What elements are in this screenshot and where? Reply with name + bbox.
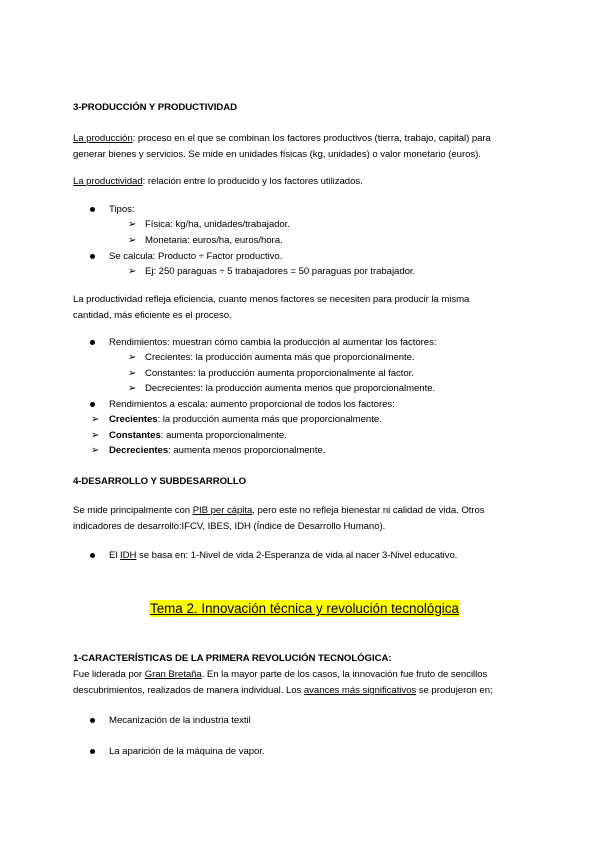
bullet-icon xyxy=(90,718,95,723)
term: Decrecientes xyxy=(109,445,169,456)
list-item-constantes: Constantes: la producción aumenta proporcionalmente al factor. xyxy=(145,368,414,379)
term: Constantes xyxy=(109,430,161,441)
text: : la producción aumenta más que proporcionalmente. xyxy=(157,414,382,425)
arrow-bullet-icon: ➢ xyxy=(128,266,137,277)
paragraph-line: generar bienes y servicios. Se mide en unidades físicas (kg, unidades) o valor monetario (euros). xyxy=(73,149,481,160)
bullet-icon xyxy=(90,553,95,558)
paragraph-pib xyxy=(73,505,485,517)
term-gran-bretana: Gran Bretaña xyxy=(144,669,202,680)
list-item-escala-constantes xyxy=(109,430,287,442)
arrow-bullet-icon: ➢ xyxy=(128,368,137,379)
term-avances: avances más significativos xyxy=(303,685,417,696)
text: Se mide principalmente con xyxy=(73,505,193,516)
text: : aumenta menos proporcionalmente. xyxy=(168,445,326,456)
chapter-title: Tema 2. Innovación técnica y revolución tecnológica xyxy=(150,601,459,616)
term-idh: IDH xyxy=(120,550,137,561)
term-pib: PIB per cápita xyxy=(192,505,253,516)
bullet-icon xyxy=(90,749,95,754)
paragraph-line: cantidad, más eficiente es el proceso. xyxy=(73,310,232,321)
arrow-bullet-icon: ➢ xyxy=(128,383,137,394)
text: : relación entre lo producido y los factores utilizados. xyxy=(142,176,363,187)
section-heading-desarrollo: 4-DESARROLLO Y SUBDESARROLLO xyxy=(73,476,247,487)
arrow-bullet-icon: ➢ xyxy=(128,352,137,363)
list-item-tipos: Tipos: xyxy=(109,204,135,215)
arrow-bullet-icon: ➢ xyxy=(91,430,100,441)
section-heading-revolucion: 1-CARACTERÍSTICAS DE LA PRIMERA REVOLUCIÓN TECNOLÓGICA: xyxy=(73,653,392,664)
list-item-vapor: La aparición de la máquina de vapor. xyxy=(109,746,265,757)
term-productividad: La productividad xyxy=(73,176,143,187)
text: se produjeron en; xyxy=(416,685,493,696)
bullet-icon xyxy=(90,254,95,259)
paragraph-gran-bretana xyxy=(73,669,487,681)
text: . En la mayor parte de los casos, la innovación fue fruto de sencillos xyxy=(201,669,488,680)
text: descubrimientos, realizados de manera individual. Los xyxy=(73,685,304,696)
list-item-crecientes: Crecientes: la producción aumenta más que proporcionalmente. xyxy=(145,352,415,363)
list-item-escala: Rendimientos a escala: aumento proporcional de todos los factores: xyxy=(109,399,395,410)
list-item-rendimientos: Rendimientos: muestran cómo cambia la producción al aumentar los factores: xyxy=(109,337,437,348)
arrow-bullet-icon: ➢ xyxy=(91,445,100,456)
paragraph-line: La productividad refleja eficiencia, cuanto menos factores se necesiten para producir la misma xyxy=(73,294,470,305)
section-heading-produccion: 3-PRODUCCIÓN Y PRODUCTIVIDAD xyxy=(73,102,238,113)
paragraph-avances xyxy=(73,685,493,697)
list-item-monetaria: Monetaria: euros/ha, euros/hora. xyxy=(145,235,283,246)
list-item-escala-decrecientes xyxy=(109,445,325,457)
arrow-bullet-icon: ➢ xyxy=(91,414,100,425)
list-item-decrecientes: Decrecientes: la producción aumenta menos que proporcionalmente. xyxy=(145,383,436,394)
text: se basa en: 1-Nivel de vida 2-Esperanza de vida al nacer 3-Nivel educativo. xyxy=(136,550,458,561)
bullet-icon xyxy=(90,340,95,345)
paragraph-produccion xyxy=(73,133,491,145)
bullet-icon xyxy=(90,402,95,407)
text: : aumenta proporcionalmente. xyxy=(160,430,287,441)
text: , pero este no refleja bienestar ni calidad de vida. Otros xyxy=(252,505,485,516)
arrow-bullet-icon: ➢ xyxy=(128,235,137,246)
paragraph-productividad xyxy=(73,176,363,188)
term: Crecientes xyxy=(109,414,158,425)
list-item-escala-crecientes xyxy=(109,414,382,426)
list-item-textil: Mecanización de la industria textil xyxy=(109,715,251,726)
text: El xyxy=(109,550,121,561)
arrow-bullet-icon: ➢ xyxy=(128,219,137,230)
list-item-idh xyxy=(109,550,457,562)
text: Fue liderada por xyxy=(73,669,145,680)
list-item-ejemplo: Ej: 250 paraguas ÷ 5 trabajadores = 50 paraguas por trabajador. xyxy=(145,266,416,277)
list-item-calcula: Se calcula: Producto ÷ Factor productivo. xyxy=(109,251,283,262)
text: : proceso en el que se combinan los factores productivos (tierra, trabajo, capital) para xyxy=(132,133,491,144)
list-item-fisica: Física: kg/ha, unidades/trabajador. xyxy=(145,219,290,230)
term-produccion: La producción xyxy=(73,133,133,144)
paragraph-line: indicadores de desarrollo:IFCV, IBES, IDH (Índice de Desarrollo Humano). xyxy=(73,521,386,532)
bullet-icon xyxy=(90,207,95,212)
